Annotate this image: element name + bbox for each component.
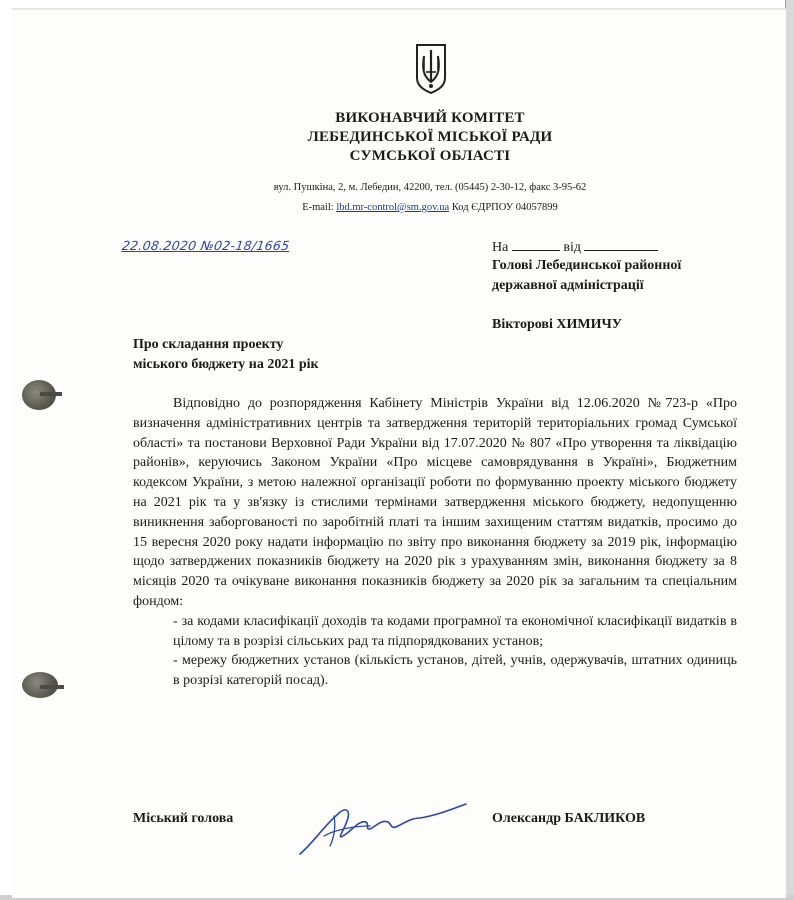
recipient-line-1: Голові Лебединської районної [492, 258, 682, 273]
body-list-item: - за кодами класифікації доходів та кодами програмної та економічної класифікації видатків в цілому та в розрізі сільських рад та підпорядкованих установ; [173, 613, 737, 649]
org-title-line-3: СУМСЬКОЇ ОБЛАСТІ [349, 148, 511, 164]
recipient-line-2: державної адміністрації [492, 278, 644, 293]
subject-line-2: міського бюджету на 2021 рік [133, 357, 319, 372]
ref-vid-label: від [563, 240, 581, 255]
ref-na-label: На [492, 240, 509, 255]
org-address: вул. Пушкіна, 2, м. Лебедин, 42200, тел. (05445) 2-30-12, факс 3-95-62 [273, 182, 587, 193]
binder-clip [40, 392, 62, 396]
org-title-line-2: ЛЕБЕДИНСЬКОЇ МІСЬКОЇ РАДИ [307, 129, 553, 145]
email-link[interactable]: lbd.mr-control@sm.gov.ua [336, 202, 450, 213]
letter-body [133, 394, 737, 691]
recipient-name: Вікторові ХИМИЧУ [492, 317, 623, 332]
handwritten-signature [294, 796, 470, 862]
org-contacts [180, 202, 680, 213]
viewer-scroll-edge [786, 0, 794, 900]
page-top-edge [12, 8, 786, 10]
ref-number-blank [512, 238, 560, 251]
email-label: E-mail: [302, 202, 334, 213]
org-title-line-1: ВИКОНАВЧИЙ КОМІТЕТ [335, 110, 525, 126]
incoming-reference [492, 238, 658, 256]
signer-name: Олександр БАКЛИКОВ [492, 811, 646, 826]
subject-line-1: Про складання проекту [133, 337, 284, 352]
body-paragraph: Відповідно до розпорядження Кабінету Міністрів України від 12.06.2020 №723-р «Про визначення адміністративних центрів та затвердження територій територіальних громад Сумської області» та постанови Верховної Ради України від 17.07.2020 № 807 «Про утворення та ліквідацію районів», керуючись Законом України «Про місцеве самоврядування в Україні», Бюджетним кодексом України, з метою належної організації роботи по формуванню проекту міського бюджету на 2021 рік та у зв'язку із стислими термінами затвердження міського бюджету, недопущенню виникнення заборгованості по заробітній платі та іншим захищеним статтям видатків, просимо до 15 вересня 2020 року надати інформацію по звіту про виконання бюджету за 2019 рік, інформацію щодо затверджених показників бюджету на 2020 рік з урахуванням змін, виконання бюджету за 8 місяців 2020 та очікуване виконання показників бюджету за 2020 рік за загальним та спеціальним фондом: [133, 396, 737, 609]
ref-date-blank [584, 238, 658, 251]
binder-clip [40, 685, 64, 689]
signer-position: Міський голова [133, 811, 234, 826]
edrpou-code: Код ЄДРПОУ 04057899 [451, 202, 558, 213]
handwritten-outgoing-number: 22.08.2020 №02-18/1665 [120, 238, 291, 253]
body-list-item: - мережу бюджетних установ (кількість установ, дітей, учнів, одержувачів, штатних одиниць в розрізі категорій посад). [173, 653, 737, 689]
coat-of-arms-icon [414, 42, 448, 94]
